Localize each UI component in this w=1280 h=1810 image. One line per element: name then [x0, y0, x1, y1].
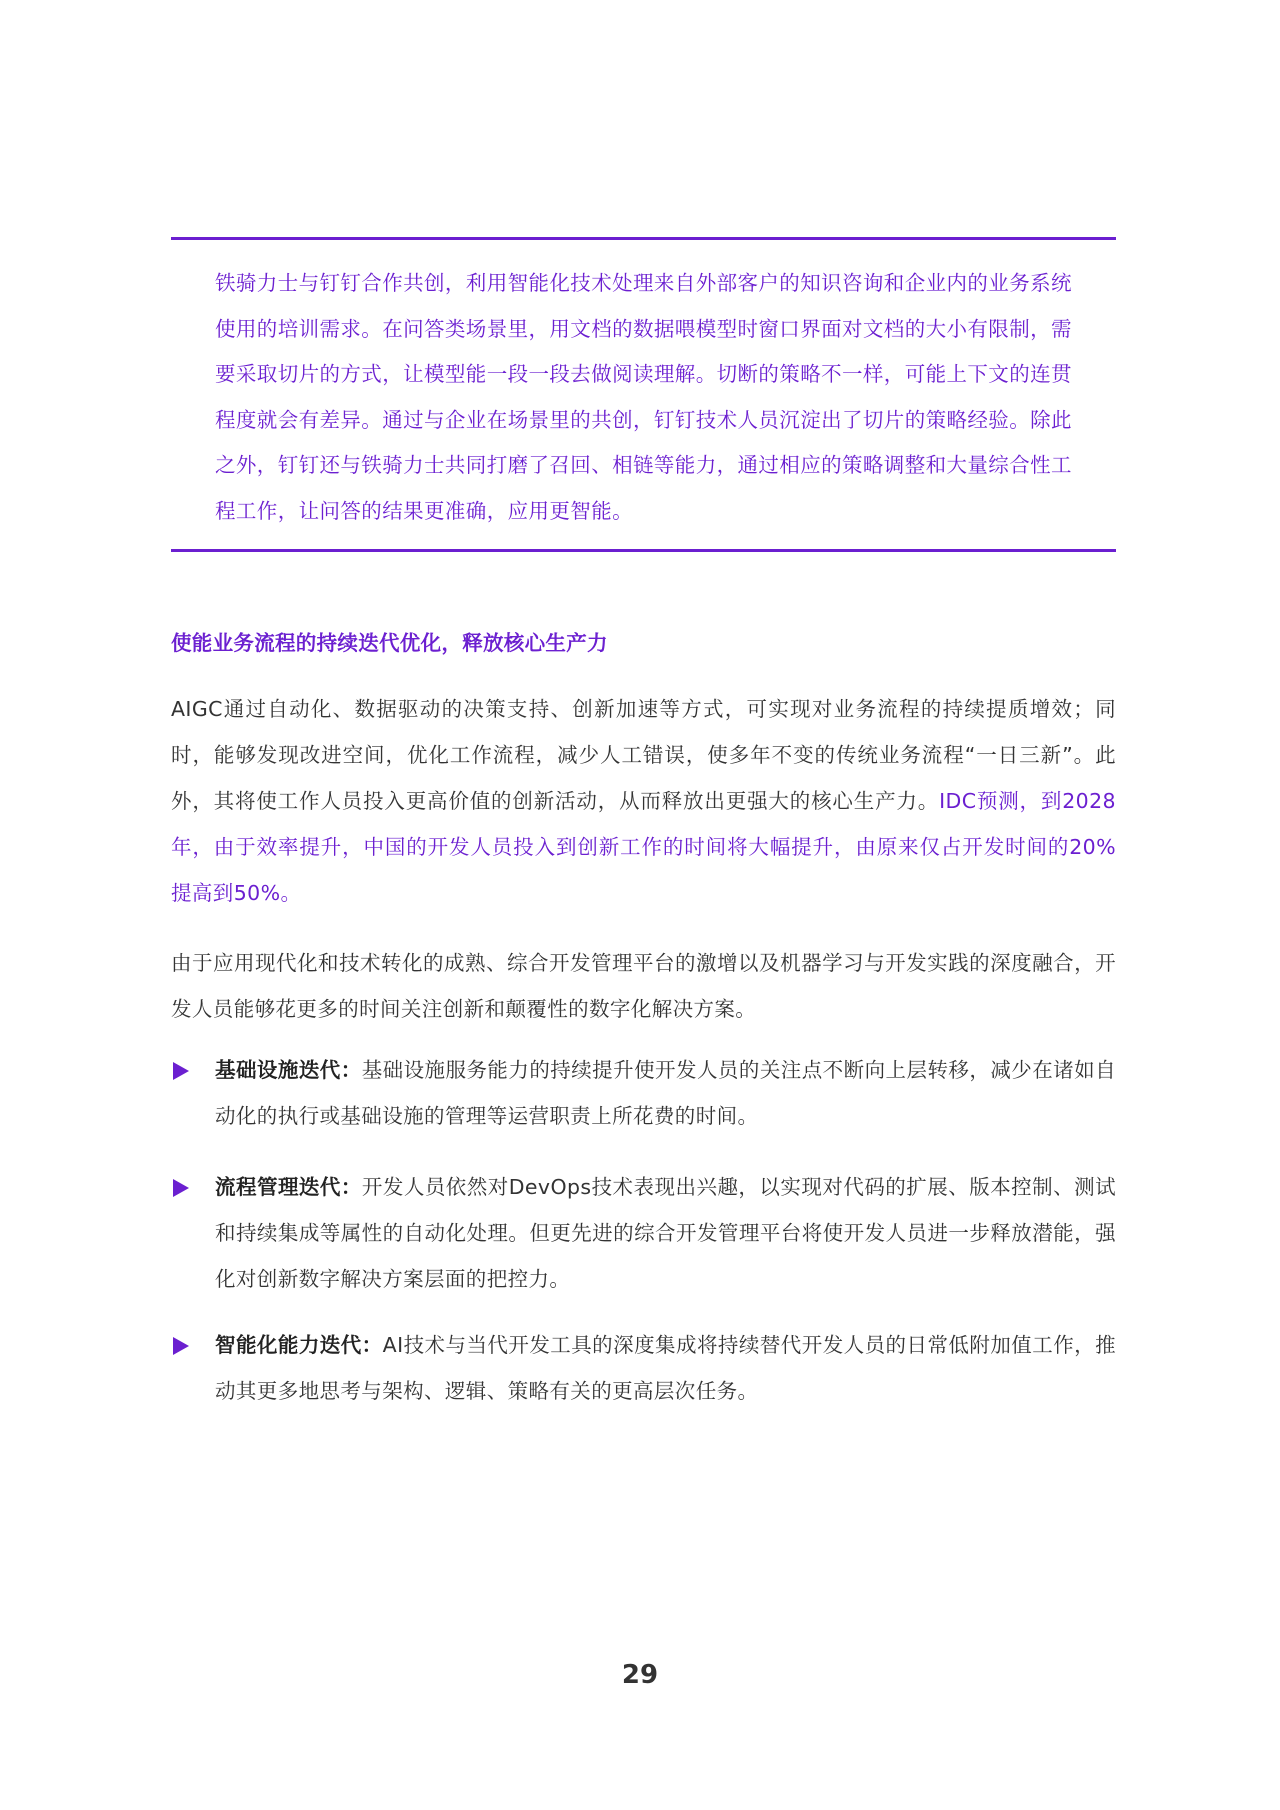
bullet-text [215, 1164, 1116, 1302]
bullet-body: AI技术与当代开发工具的深度集成将持续替代开发人员的日常低附加值工作，推动其更多地思考与架构、逻辑、策略有关的更高层次任务。 [215, 1333, 1117, 1403]
bullet-text [215, 1322, 1116, 1414]
page-number: 29 [621, 1660, 659, 1690]
paragraph-modernization: 由于应用现代化和技术转化的成熟、综合开发管理平台的激增以及机器学习与开发实践的深度融合，开发人员能够花更多的时间关注创新和颠覆性的数字化解决方案。 [171, 951, 1116, 1021]
section-heading: 使能业务流程的持续迭代优化，释放核心生产力 [171, 631, 608, 655]
callout-bottom-rule [171, 549, 1116, 552]
bullet-term: 流程管理迭代： [215, 1175, 362, 1199]
triangle-bullet-icon [173, 1179, 189, 1197]
bullet-term: 基础设施迭代： [215, 1058, 362, 1082]
case-study-callout: 铁骑力士与钉钉合作共创，利用智能化技术处理来自外部客户的知识咨询和企业内的业务系统使用的培训需求。在问答类场景里，用文档的数据喂模型时窗口界面对文档的大小有限制，需要采取切片的方式，让模型能一段一段去做阅读理解。切断的策略不一样，可能上下文的连贯程度就会有差异。通过与企业在场景里的共创，钉钉技术人员沉淀出了切片的策略经验。除此之外，钉钉还与铁骑力士共同打磨了召回、相链等能力，通过相应的策略调整和大量综合性工程工作，让问答的结果更准确，应用更智能。 [215, 271, 1072, 523]
bullet-body: 开发人员依然对DevOps技术表现出兴趣，以实现对代码的扩展、版本控制、测试和持续集成等属性的自动化处理。但更先进的综合开发管理平台将使开发人员进一步释放潜能，强化对创新数字解决方案层面的把控力。 [215, 1175, 1116, 1291]
bullet-term: 智能化能力迭代： [215, 1333, 383, 1357]
bullet-body: 基础设施服务能力的持续提升使开发人员的关注点不断向上层转移，减少在诸如自动化的执行或基础设施的管理等运营职责上所花费的时间。 [215, 1058, 1116, 1128]
triangle-bullet-icon [173, 1062, 189, 1080]
bullet-text [215, 1047, 1116, 1139]
paragraph-aigc [171, 686, 1116, 916]
bullet-process-management [171, 1164, 1116, 1302]
triangle-bullet-icon [173, 1337, 189, 1355]
idc-prediction-highlight: IDC预测，到2028年，由于效率提升，中国的开发人员投入到创新工作的时间将大幅提升，由原来仅占开发时间的20%提高到50%。 [171, 789, 1116, 905]
bullet-intelligence [171, 1322, 1116, 1414]
callout-top-rule [171, 237, 1116, 240]
paragraph-aigc-text: AIGC通过自动化、数据驱动的决策支持、创新加速等方式，可实现对业务流程的持续提质增效；同时，能够发现改进空间，优化工作流程，减少人工错误，使多年不变的传统业务流程“一日三新”。此外，其将使工作人员投入更高价值的创新活动，从而释放出更强大的核心生产力。 [171, 697, 1116, 813]
bullet-infrastructure [171, 1047, 1116, 1139]
